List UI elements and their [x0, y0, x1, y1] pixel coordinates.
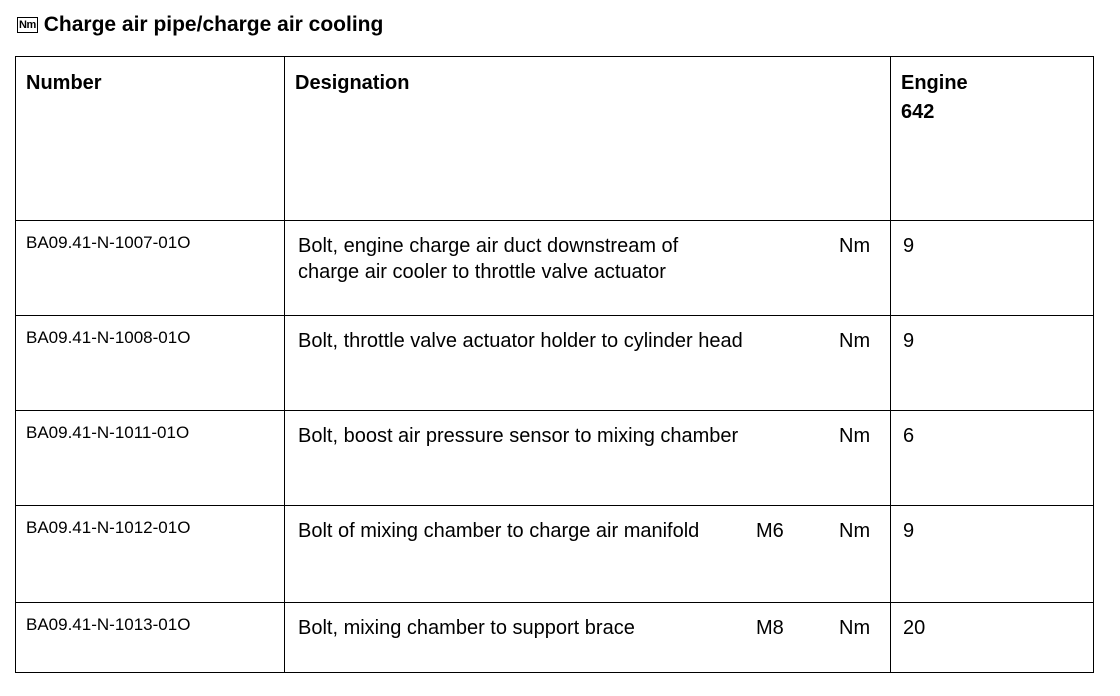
table-row — [16, 221, 1094, 316]
row-value: 6 — [903, 425, 915, 447]
row-unit: Nm — [839, 235, 871, 257]
row-unit: Nm — [839, 330, 871, 352]
row-number: BA09.41-N-1013-01O — [16, 603, 285, 673]
row-number: BA09.41-N-1012-01O — [16, 506, 285, 603]
page-title: Charge air pipe/charge air cooling — [43, 13, 384, 36]
row-unit: Nm — [839, 425, 871, 447]
table-row — [16, 506, 1094, 603]
column-header-number: Number — [16, 57, 285, 221]
row-value: 9 — [903, 520, 915, 542]
row-thread: M6 — [756, 520, 784, 542]
table-row — [16, 316, 1094, 411]
engine-model: 642 — [901, 101, 935, 123]
row-designation: Bolt, boost air pressure sensor to mixing chamber — [298, 425, 739, 447]
table-header-row — [16, 57, 1094, 221]
row-unit: Nm — [839, 520, 871, 542]
row-designation: Bolt, throttle valve actuator holder to cylinder head — [298, 330, 743, 352]
column-header-engine — [891, 57, 1094, 221]
table-row — [16, 411, 1094, 506]
column-header-designation: Designation — [285, 57, 891, 221]
row-designation: Bolt, mixing chamber to support brace — [298, 617, 635, 639]
torque-nm-icon: Nm — [19, 19, 36, 31]
row-number: BA09.41-N-1008-01O — [16, 316, 285, 411]
row-thread: M8 — [756, 617, 784, 639]
torque-spec-table — [15, 56, 1094, 673]
row-number: BA09.41-N-1007-01O — [16, 221, 285, 316]
table-row — [16, 603, 1094, 673]
row-number: BA09.41-N-1011-01O — [16, 411, 285, 506]
row-designation: Bolt, engine charge air duct downstream of charge air cooler to throttle valve actuator — [298, 235, 679, 283]
row-value: 20 — [903, 617, 926, 639]
row-unit: Nm — [839, 617, 871, 639]
engine-label: Engine — [901, 72, 968, 94]
row-designation: Bolt of mixing chamber to charge air manifold — [298, 520, 700, 542]
row-value: 9 — [903, 235, 915, 257]
row-value: 9 — [903, 330, 915, 352]
section-title — [17, 10, 383, 40]
